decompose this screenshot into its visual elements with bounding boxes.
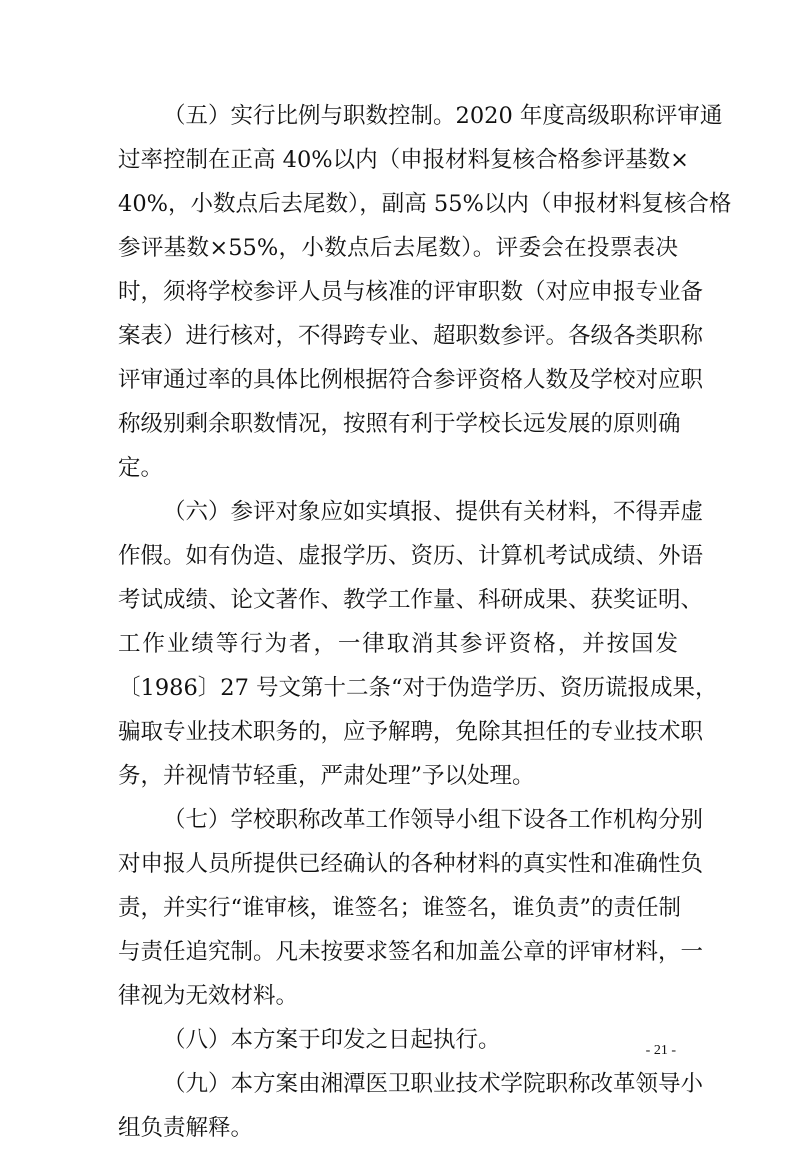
paragraph-line: 定。 [118,455,164,481]
paragraph-line: 责，并实行“谁审核，谁签名；谁签名，谁负责”的责任制 [118,895,682,921]
paragraph-6 [118,490,718,798]
paragraph-5 [118,94,732,490]
paragraph-line: 考试成绩、论文著作、教学工作量、科研成果、获奖证明、 [118,587,704,613]
paragraph-line: 40%，小数点后去尾数），副高 55%以内（申报材料复核合格 [118,191,732,217]
paragraph-line: 律视为无效材料。 [118,983,299,1009]
paragraph-line: （七）学校职称改革工作领导小组下设各工作机构分别 [163,807,704,833]
paragraph-line: 称级别剩余职数情况，按照有利于学校长远发展的原则确 [118,411,681,437]
paragraph-line: 评审通过率的具体比例根据符合参评资格人数及学校对应职 [118,367,704,393]
paragraph-line: （九）本方案由湘潭医卫职业技术学院职称改革领导小 [163,1071,704,1097]
paragraph-7 [118,798,704,1018]
paragraph-line: 对申报人员所提供已经确认的各种材料的真实性和准确性负 [118,851,704,877]
paragraph-line: 务，并视情节轻重，严肃处理”予以处理。 [118,763,535,789]
paragraph-line: 与责任追究制。凡未按要求签名和加盖公章的评审材料，一 [118,939,704,965]
paragraph-line: 〔1986〕27 号文第十二条“对于伪造学历、资历谎报成果， [118,675,718,701]
body-text [118,94,732,1150]
page-number: - 21 - [645,1043,676,1058]
paragraph-line: （五）实行比例与职数控制。2020 年度高级职称评审通 [163,103,723,129]
paragraph-line: 案表）进行核对，不得跨专业、超职数参评。各级各类职称 [118,323,704,349]
paragraph-line: （六）参评对象应如实填报、提供有关材料，不得弄虚 [163,499,704,525]
paragraph-line: 组负责解释。 [118,1115,254,1141]
paragraph-line: 时，须将学校参评人员与核准的评审职数（对应申报专业备 [118,279,704,305]
paragraph-line: （八）本方案于印发之日起执行。 [163,1027,501,1053]
paragraph-line: 参评基数×55%，小数点后去尾数）。评委会在投票表决 [118,235,678,261]
paragraph-9 [118,1062,704,1150]
paragraph-line: 作假。如有伪造、虚报学历、资历、计算机考试成绩、外语 [118,543,704,569]
paragraph-line: 过率控制在正高 40%以内（申报材料复核合格参评基数× [118,147,690,173]
paragraph-line: 工作业绩等行为者，一律取消其参评资格，并按国发 [118,631,678,657]
paragraph-line: 骗取专业技术职务的，应予解聘，免除其担任的专业技术职 [118,719,704,745]
